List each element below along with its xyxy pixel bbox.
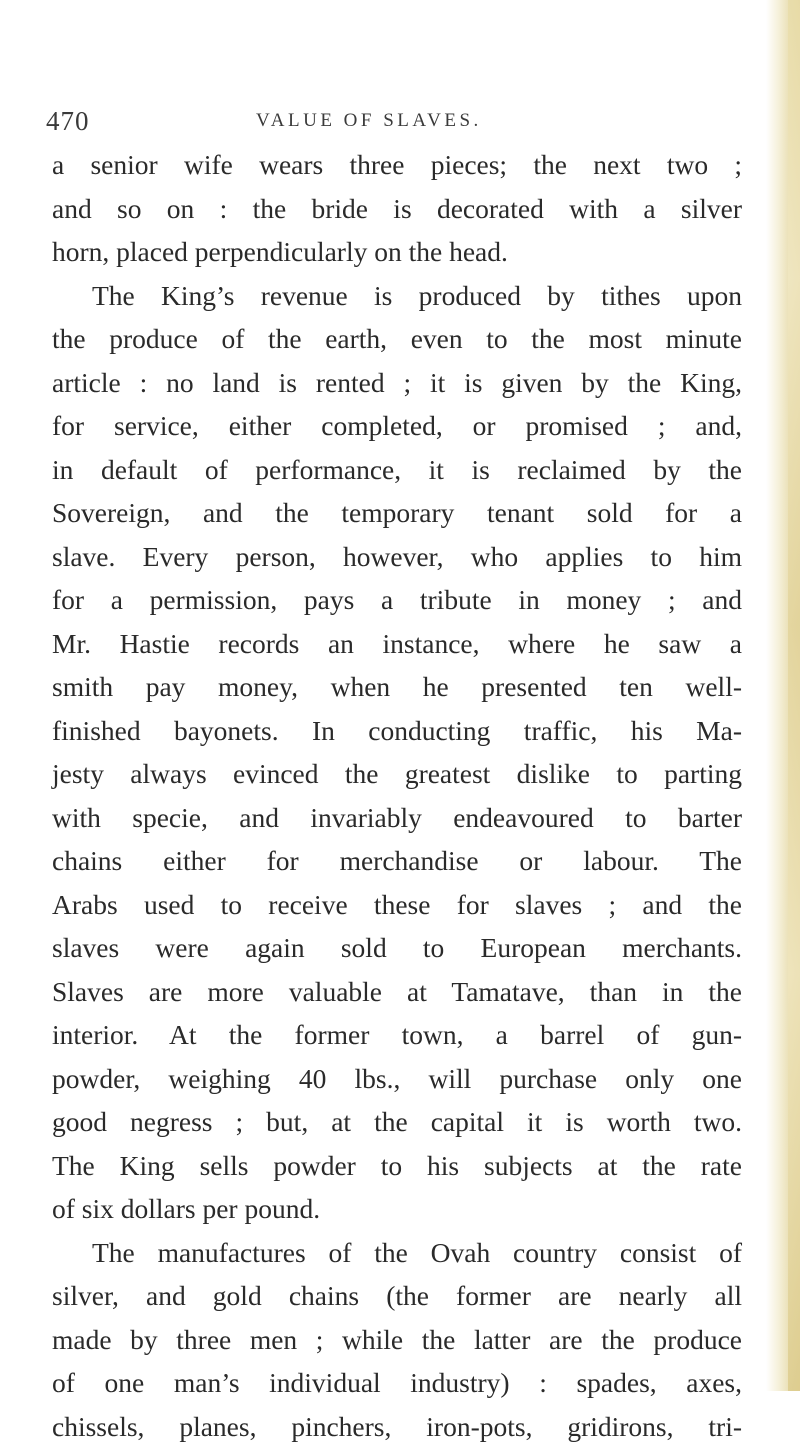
text-line: powder, weighing 40 lbs., will purchase only one [52,1057,742,1101]
text-line: made by three men ; while the latter are the produce [52,1318,742,1362]
text-line: a senior wife wears three pieces; the next two ; [52,143,742,187]
text-line: of six dollars per pound. [52,1187,742,1231]
text-line: chissels, planes, pinchers, iron-pots, gridirons, tri- [52,1405,742,1448]
text-line: horn, placed perpendicularly on the head. [52,230,742,274]
page-header [46,100,736,140]
text-line: Mr. Hastie records an instance, where he saw a [52,622,742,666]
text-line: smith pay money, when he presented ten well- [52,665,742,709]
text-line: The King sells powder to his subjects at the rate [52,1144,742,1188]
text-line: The King’s revenue is produced by tithes upon [52,274,742,318]
text-line: finished bayonets. In conducting traffic, his Ma- [52,709,742,753]
text-line: slaves were again sold to European merchants. [52,926,742,970]
text-line: in default of performance, it is reclaimed by the [52,448,742,492]
text-line: chains either for merchandise or labour. The [52,839,742,883]
text-line: The manufactures of the Ovah country consist of [52,1231,742,1275]
text-line: of one man’s individual industry) : spades, axes, [52,1361,742,1405]
page-number: 470 [46,106,90,137]
text-line: article : no land is rented ; it is given by the King, [52,361,742,405]
page-edge-shade [788,0,800,1391]
text-line: Sovereign, and the temporary tenant sold for a [52,491,742,535]
text-line: for a permission, pays a tribute in money ; and [52,578,742,622]
text-line: good negress ; but, at the capital it is worth two. [52,1100,742,1144]
text-line: with specie, and invariably endeavoured to barter [52,796,742,840]
running-head: VALUE OF SLAVES. [256,110,482,132]
text-line: Slaves are more valuable at Tamatave, than in the [52,970,742,1014]
text-line: jesty always evinced the greatest dislike to parting [52,752,742,796]
text-line: silver, and gold chains (the former are nearly all [52,1274,742,1318]
text-line: slave. Every person, however, who applies to him [52,535,742,579]
text-line: the produce of the earth, even to the most minute [52,317,742,361]
text-line: and so on : the bride is decorated with a silver [52,187,742,231]
text-line: interior. At the former town, a barrel of gun- [52,1013,742,1057]
text-line: for service, either completed, or promised ; and, [52,404,742,448]
text-line: Arabs used to receive these for slaves ; and the [52,883,742,927]
body-text [52,143,742,1448]
